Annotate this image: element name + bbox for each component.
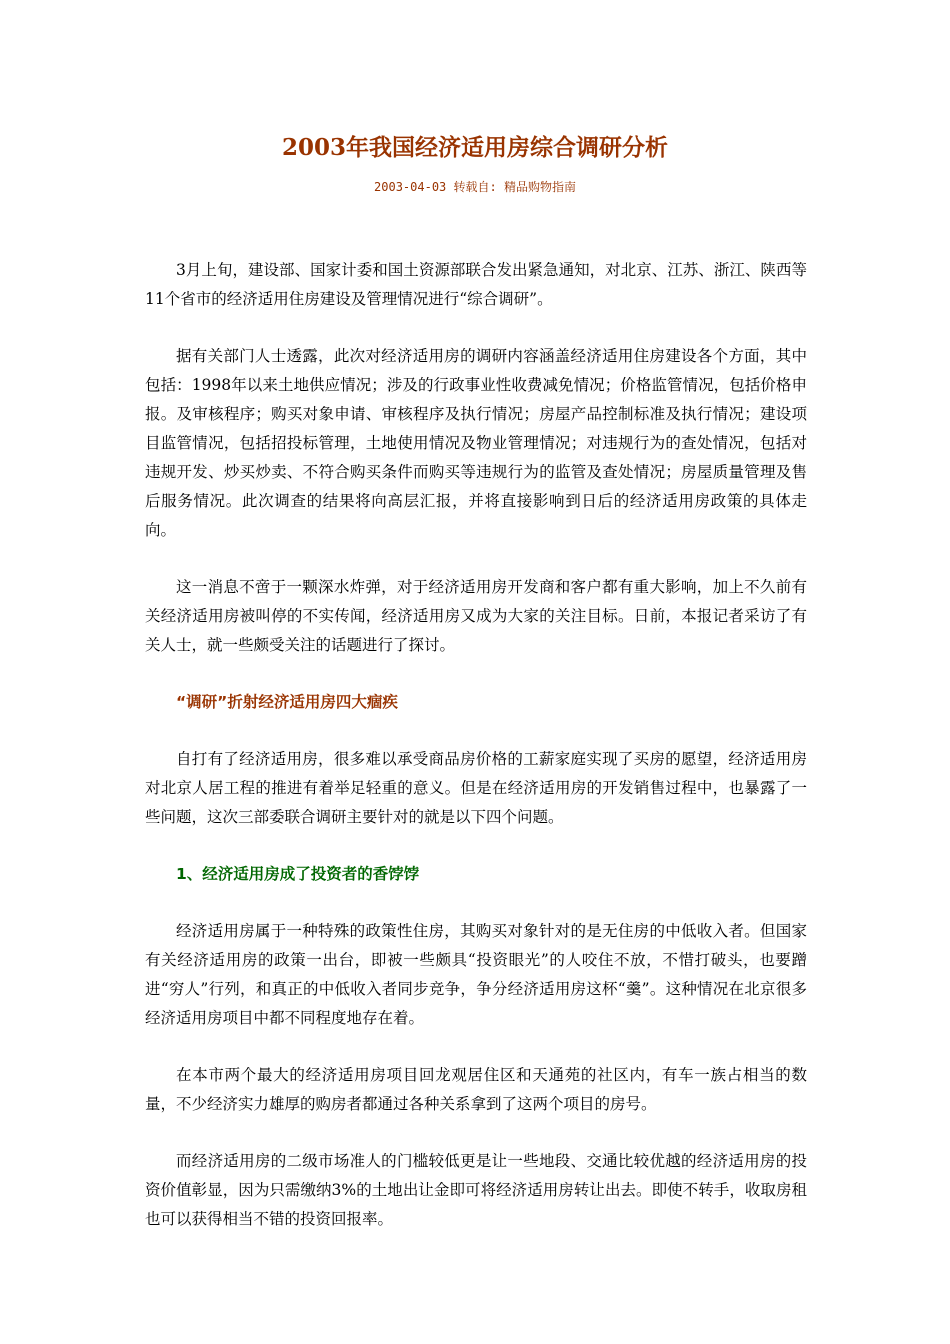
paragraph-7: 而经济适用房的二级市场准人的门槛较低更是让一些地段、交通比较优越的经济适用房的投资价值彰显，因为只需缴纳3%的土地出让金即可将经济适用房转让出去。即使不转手，收取房租也可以获得相当不错的投资回报率。 [145,1152,807,1228]
paragraph-3: 这一消息不啻于一颗深水炸弹，对于经济适用房开发商和客户都有重大影响，加上不久前有关经济适用房被叫停的不实传闻，经济适用房又成为大家的关注目标。日前，本报记者采访了有关人士，就一些颇受关注的话题进行了探讨。 [145,578,807,654]
section-heading-1: “调研”折射经济适用房四大痼疾 [176,693,398,711]
article-byline: 2003-04-03 转载自: 精品购物指南 [374,180,576,194]
article-body [145,256,807,1262]
paragraph-6: 在本市两个最大的经济适用房项目回龙观居住区和天通苑的社区内，有车一族占相当的数量，不少经济实力雄厚的购房者都通过各种关系拿到了这两个项目的房号。 [145,1066,807,1113]
paragraph-2: 据有关部门人士透露，此次对经济适用房的调研内容涵盖经济适用住房建设各个方面，其中包括：1998年以来土地供应情况；涉及的行政事业性收费减免情况；价格监管情况，包括价格申报。及审核程序；购买对象申请、审核程序及执行情况；房屋产品控制标准及执行情况；建设项目监管情况，包括招投标管理，土地使用情况及物业管理情况；对违规行为的查处情况，包括对违规开发、炒买炒卖、不符合购买条件而购买等违规行为的监管及查处情况；房屋质量管理及售后服务情况。此次调查的结果将向高层汇报，并将直接影响到日后的经济适用房政策的具体走向。 [145,347,807,539]
section-heading-2: 1、经济适用房成了投资者的香饽饽 [176,865,420,883]
paragraph-1: 3月上旬，建设部、国家计委和国土资源部联合发出紧急通知，对北京、江苏、浙江、陕西等11个省市的经济适用住房建设及管理情况进行“综合调研”。 [145,261,807,308]
paragraph-5: 经济适用房属于一种特殊的政策性住房，其购买对象针对的是无住房的中低收入者。但国家有关经济适用房的政策一出台，即被一些颇具“投资眼光”的人咬住不放，不惜打破头，也要蹭进“穷人”行列，和真正的中低收入者同步竞争，争分经济适用房这杯“羹”。这种情况在北京很多经济适用房项目中都不同程度地存在着。 [145,922,807,1027]
article-title: 2003年我国经济适用房综合调研分析 [281,134,668,161]
paragraph-4: 自打有了经济适用房，很多难以承受商品房价格的工薪家庭实现了买房的愿望，经济适用房对北京人居工程的推进有着举足轻重的意义。但是在经济适用房的开发销售过程中，也暴露了一些问题，这次三部委联合调研主要针对的就是以下四个问题。 [145,750,807,826]
